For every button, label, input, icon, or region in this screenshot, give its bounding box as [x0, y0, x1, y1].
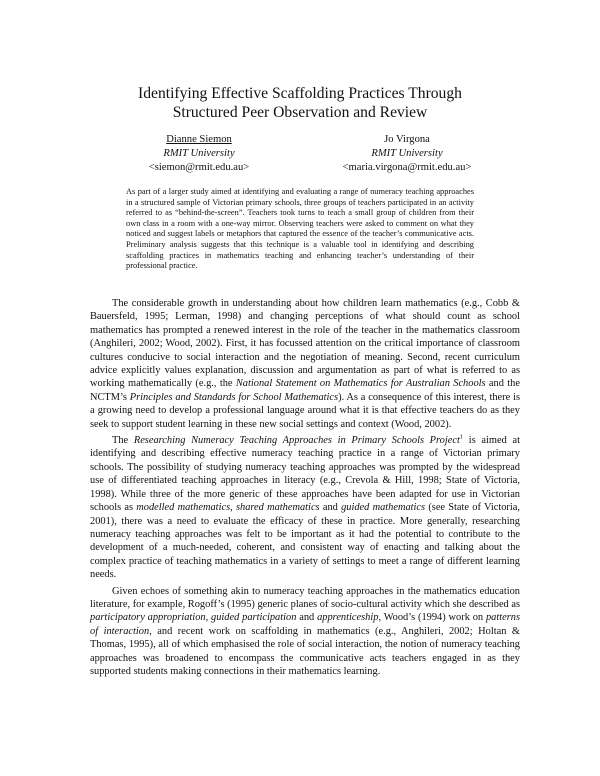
text-run: ). As a consequence of this interest, there is a growing need to develop a professional language around what it is that effective teachers do as they seek to support student learning in these new social settings and context (Wood, 2002). — [90, 391, 520, 430]
text-run: Given echoes of something akin to numeracy teaching approaches in the mathematics education literature, for example, Rogoff’s (1995) generic planes of socio-cultural activity which she described as — [90, 585, 521, 610]
author-block-1 — [109, 133, 289, 175]
text-run: (see State of Victoria, 2001), there was a need to evaluate the efficacy of these in practice. More generally, researching numeracy teaching approaches was felt to be important as it had the potential to contribute to the development of a much-needed, coherent, and consistent way of enacting and talking about the complex practice of teaching mathematics in a variety of settings to meet a range of different learning needs. — [90, 502, 520, 581]
author-block-2 — [317, 133, 497, 175]
paper-title — [60, 84, 540, 122]
text-run: and the NCTM’s — [90, 378, 520, 403]
paragraph-2 — [90, 434, 520, 581]
text-run: and — [296, 612, 318, 624]
text-run: The considerable growth in understanding about how children learn mathematics (e.g., Cobb & Bauersfeld, 1995; Lerman, 1998) and changing perceptions of what should count as school mathematics has prompted a renewed interest in the role of the teacher in the mathematics classroom (Anghileri, 2002; Wood, 2002). First, it has focussed attention on the critical importance of classroom cultures conducive to social interaction and the negotiation of meaning. Second, recent curriculum advice explicitly values explanation, discussion and argumentation as part of what is referred to as working mathematically (e.g., the — [90, 298, 520, 390]
text-run: , — [230, 502, 236, 514]
italic-run: modelled mathematics — [136, 502, 231, 514]
italic-run: National Statement on Mathematics for Australian Schools — [235, 378, 486, 390]
text-run: , — [205, 612, 212, 624]
italic-run: guided mathematics — [341, 502, 426, 514]
author-name: Dianne Siemon — [166, 134, 232, 145]
abstract: As part of a larger study aimed at identifying and evaluating a range of numeracy teaching approaches in a structured sample of Victorian primary schools, three groups of teachers participated in an activity referred to as “behind-the-screen”. Teachers took turns to teach a small group of children from their own class in a room with a one-way mirror. Observing teachers were asked to comment on what they noticed and suggest labels or metaphors that captured the essence of the teacher’s communicative acts. Preliminary analysis suggests that this technique is a valuable tool in identifying and describing scaffolding practices in mathematics teaching and enhancing teacher’s understanding of their professional practice. — [126, 187, 474, 271]
italic-run: patterns of interaction — [90, 612, 521, 637]
author-name: Jo Virgona — [384, 134, 430, 145]
italic-run: participatory appropriation — [90, 612, 206, 624]
author-email: <siemon@rmit.edu.au> — [148, 162, 250, 173]
body-text — [90, 297, 520, 678]
text-run: , Wood’s (1994) work on — [378, 612, 486, 624]
author-email: <maria.virgona@rmit.edu.au> — [342, 162, 472, 173]
italic-run: Researching Numeracy Teaching Approaches in Primary Schools Project — [133, 435, 460, 447]
title-line-1: Identifying Effective Scaffolding Practices Through — [138, 85, 462, 102]
italic-run: apprenticeship — [317, 612, 379, 624]
title-line-2: Structured Peer Observation and Review — [172, 104, 428, 121]
author-affiliation: RMIT University — [371, 148, 443, 159]
text-run: The — [112, 435, 134, 447]
footnote-marker: 1 — [459, 433, 464, 441]
paragraph-3 — [90, 585, 520, 679]
author-affiliation: RMIT University — [163, 148, 235, 159]
italic-run: guided participation — [211, 612, 297, 624]
italic-run: shared mathematics — [235, 502, 320, 514]
text-run: is aimed at identifying and describing effective numeracy teaching practice in a range of Victorian primary schools. The possibility of studying numeracy teaching approaches was prompted by the widespread use of differentiated teaching approaches in literacy (e.g., Crevola & Hill, 1998; State of Victoria, 1998). While three of the more generic of these approaches have been adapted for use in Victorian schools as — [90, 435, 520, 514]
text-run: , and recent work on scaffolding in mathematics (e.g., Anghileri, 2002; Holtan & Thomas, 1995), all of which emphasised the role of social interaction, the notion of numeracy teaching approaches was broadened to encompass the communicative acts teachers engaged in as they supported students making connections in their mathematics learning. — [90, 625, 520, 677]
paragraph-1 — [90, 297, 520, 431]
text-run: and — [319, 502, 342, 514]
italic-run: Principles and Standards for School Mathematics — [129, 391, 339, 403]
